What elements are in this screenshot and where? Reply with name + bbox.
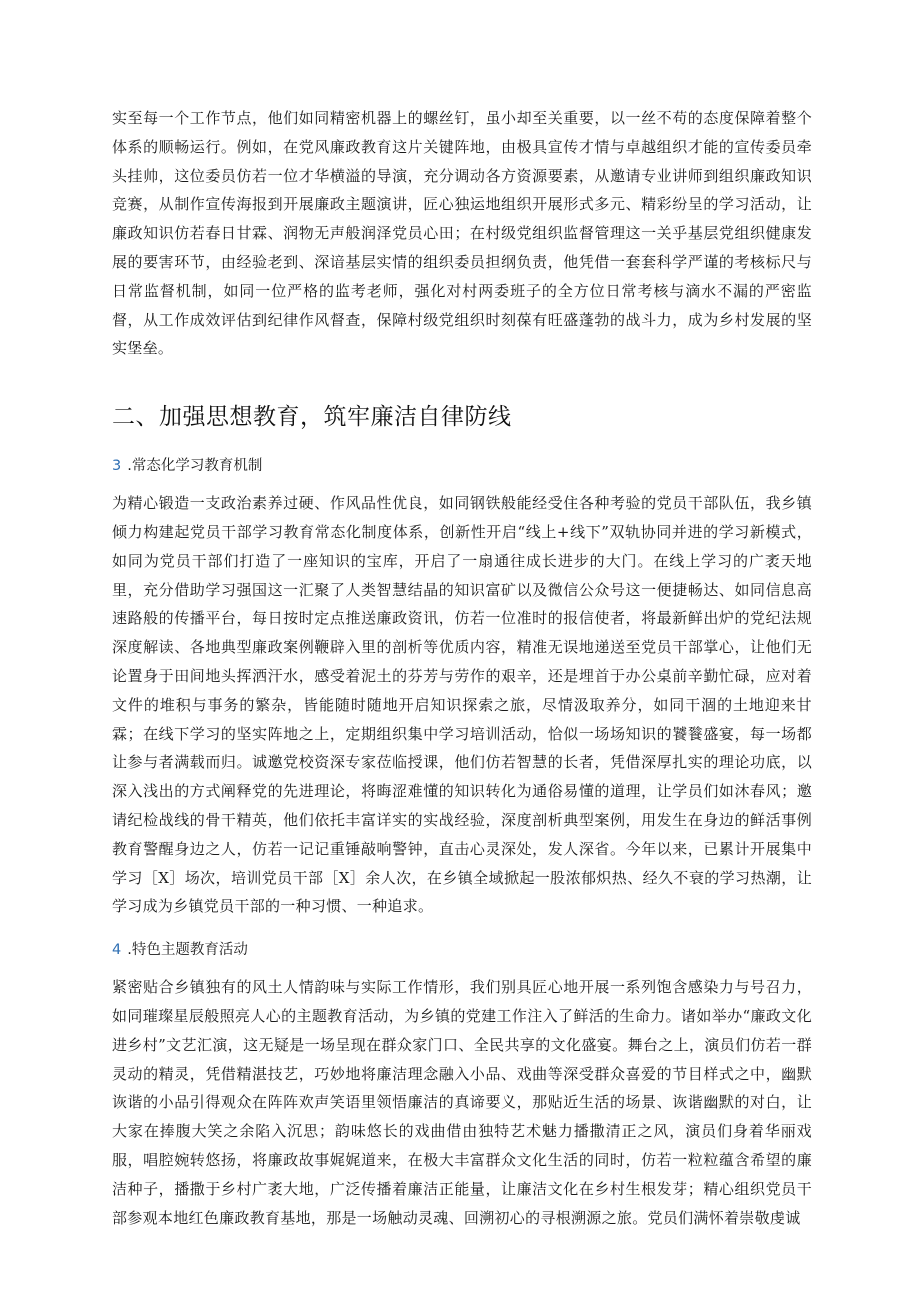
subsection-title: .常态化学习教育机制 <box>127 458 263 475</box>
subsection-4-paragraph: 紧密贴合乡镇独有的风土人情韵味与实际工作情形，我们别具匠心地开展一系列饱含感染力与号召力，如同璀璨星辰般照亮人心的主题教育活动，为乡镇的党建工作注入了鲜活的生命力。诸如举办“廉政文化进乡村”文艺汇演，这无疑是一场呈现在群众家门口、全民共享的文化盛宴。舞台之上，演员们仿若一群灵动的精灵，凭借精湛技艺，巧妙地将廉洁理念融入小品、戏曲等深受群众喜爱的节目样式之中，幽默诙谐的小品引得观众在阵阵欢声笑语里领悟廉洁的真谛要义，那贴近生活的场景、诙谐幽默的对白，让大家在捧腹大笑之余陷入沉思；韵味悠长的戏曲借由独特艺术魅力播撒清正之风，演员们身着华丽戏服，唱腔婉转悠扬，将廉政故事娓娓道来，在极大丰富群众文化生活的同时，仿若一粒粒蕴含希望的廉洁种子，播撒于乡村广袤大地，广泛传播着廉洁正能量，让廉洁文化在乡村生根发芽；精心组织党员干部参观本地红色廉政教育基地，那是一场触动灵魂、回溯初心的寻根溯源之旅。党员们满怀着崇敬虔诚 <box>112 978 812 1227</box>
subsection-heading-4 <box>112 939 812 961</box>
intro-paragraph: 实至每一个工作节点，他们如同精密机器上的螺丝钉，虽小却至关重要，以一丝不苟的态度保障着整个体系的顺畅运行。例如，在党风廉政教育这片关键阵地，由极具宣传才情与卓越组织才能的宣传委员牵头挂帅，这位委员仿若一位才华横溢的导演，充分调动各方资源要素，从邀请专业讲师到组织廉政知识竞赛，从制作宣传海报到开展廉政主题演讲，匠心独运地组织开展形式多元、精彩纷呈的学习活动，让廉政知识仿若春日甘霖、润物无声般润泽党员心田；在村级党组织监督管理这一关乎基层党组织健康发展的要害环节，由经验老到、深谙基层实情的组织委员担纲负责，他凭借一套套科学严谨的考核标尺与日常监督机制，如同一位严格的监考老师，强化对村两委班子的全方位日常考核与滴水不漏的严密监督，从工作成效评估到纪律作风督查，保障村级党组织时刻葆有旺盛蓬勃的战斗力，成为乡村发展的坚实堡垒。 <box>112 109 812 358</box>
subsection-title: .特色主题教育活动 <box>127 942 248 959</box>
document-page <box>112 104 812 1232</box>
subsection-heading-3 <box>112 455 812 477</box>
section-heading: 二、加强思想教育，筑牢廉洁自律防线 <box>112 404 512 431</box>
subsection-3-paragraph: 为精心锻造一支政治素养过硬、作风品性优良，如同钢铁般能经受住各种考验的党员干部队伍，我乡镇倾力构建起党员干部学习教育常态化制度体系，创新性开启“线上+线下”双轨协同并进的学习新模式，如同为党员干部们打造了一座知识的宝库，开启了一扇通往成长进步的大门。在线上学习的广袤天地里，充分借助学习强国这一汇聚了人类智慧结晶的知识富矿以及微信公众号这一便捷畅达、如同信息高速路般的传播平台，每日按时定点推送廉政资讯，仿若一位准时的报信使者，将最新鲜出炉的党纪法规深度解读、各地典型廉政案例鞭辟入里的剖析等优质内容，精准无误地递送至党员干部掌心，让他们无论置身于田间地头挥洒汗水，感受着泥土的芬芳与劳作的艰辛，还是埋首于办公桌前辛勤忙碌，应对着文件的堆积与事务的繁杂，皆能随时随地开启知识探索之旅，尽情汲取养分，如同干涸的土地迎来甘霖；在线下学习的坚实阵地之上，定期组织集中学习培训活动，恰似一场场知识的饕餮盛宴，每一场都让参与者满载而归。诚邀党校资深专家莅临授课，他们仿若智慧的长者，凭借深厚扎实的理论功底，以深入浅出的方式阐释党的先进理论，将晦涩难懂的知识转化为通俗易懂的道理，让学员们如沐春风；邀请纪检战线的骨干精英，他们依托丰富详实的实战经验，深度剖析典型案例，用发生在身边的鲜活事例教育警醒身边之人，仿若一记记重锤敲响警钟，直击心灵深处，发人深省。今年以来，已累计开展集中学习［X］场次，培训党员干部［X］余人次，在乡镇全域掀起一股浓郁炽热、经久不衰的学习热潮，让学习成为乡镇党员干部的一种习惯、一种追求。 <box>112 494 812 916</box>
subsection-number: 4 <box>112 942 122 959</box>
subsection-number: 3 <box>112 458 122 475</box>
